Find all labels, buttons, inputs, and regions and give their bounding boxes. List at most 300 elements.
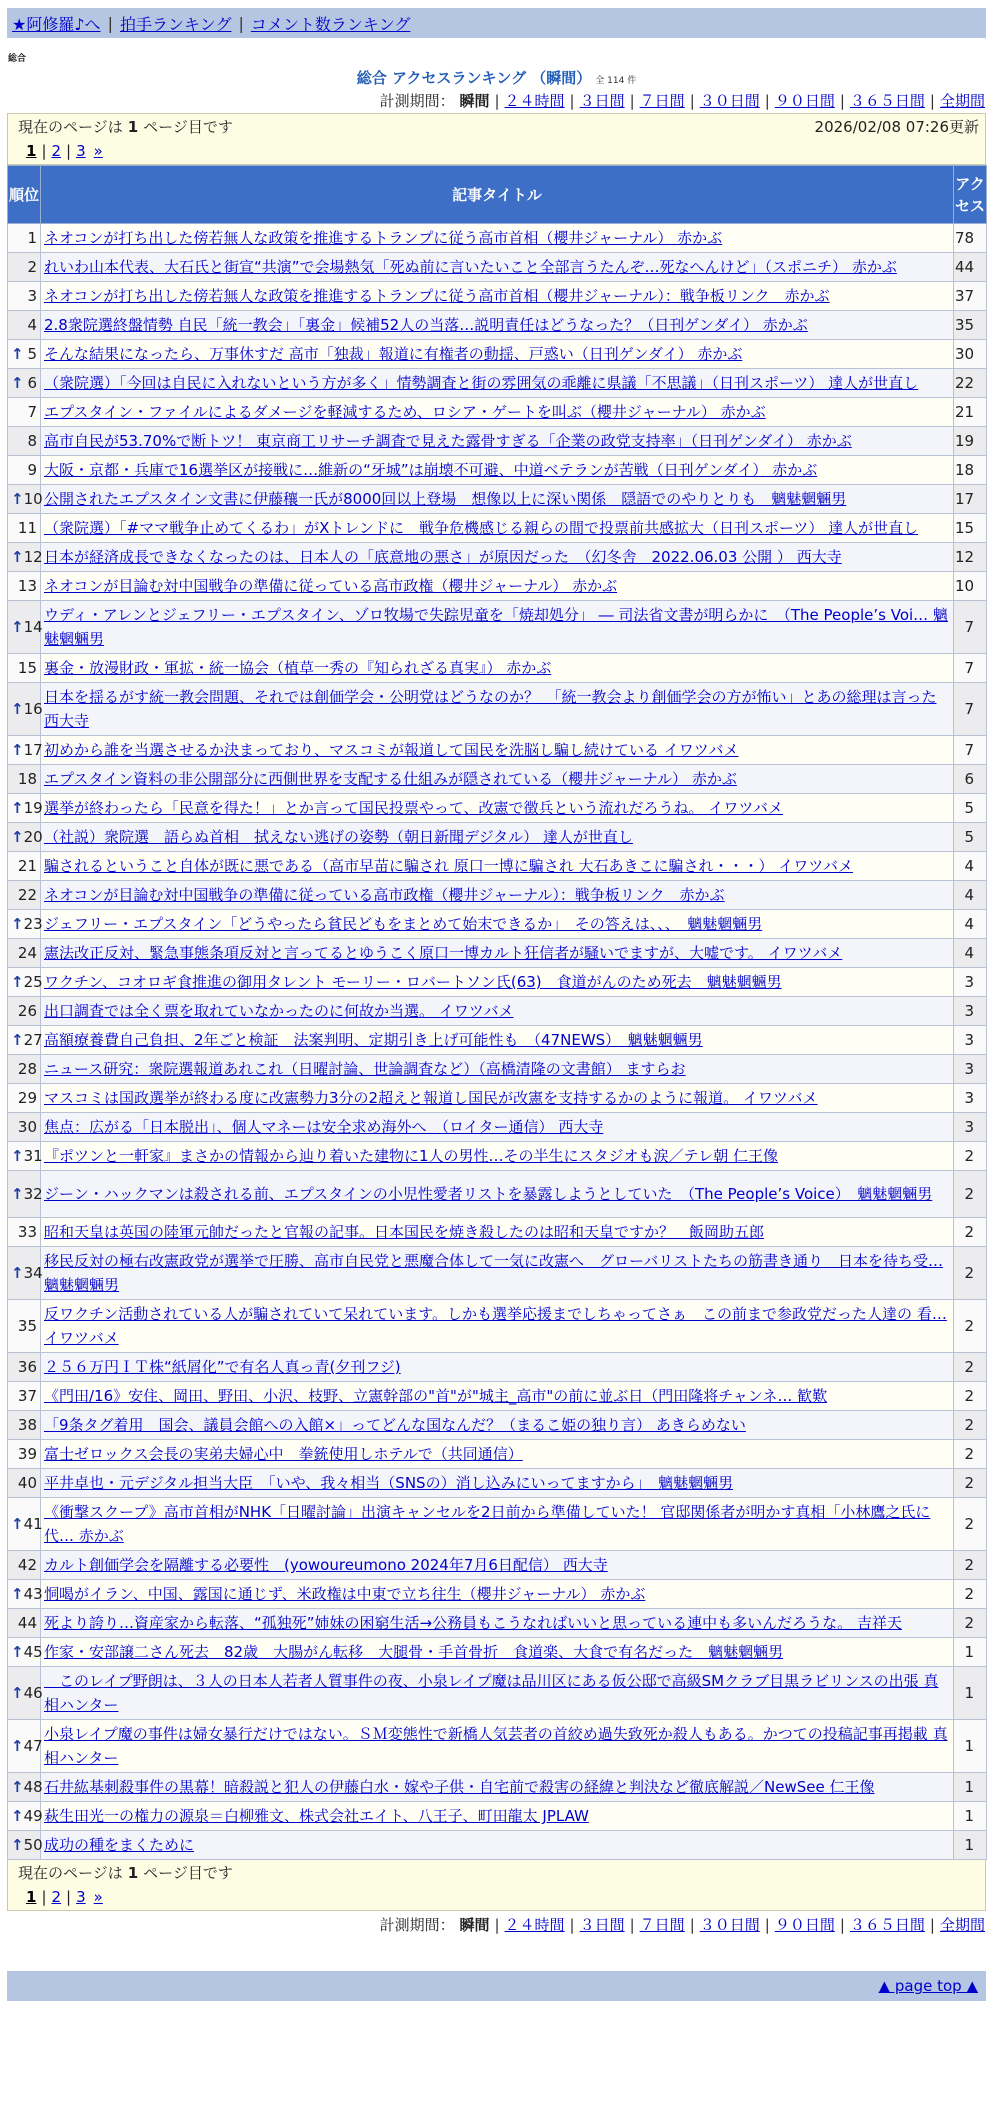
title-cell	[41, 1551, 954, 1580]
title-cell	[41, 253, 954, 282]
rank-cell	[8, 427, 41, 456]
up-arrow-icon: ↑	[11, 1147, 24, 1165]
article-link[interactable]: ネオコンが打ち出した傍若無人な政策を推進するトランプに従う高市首相（櫻井ジャーナル）：戦争板リンク 赤かぶ	[44, 287, 830, 305]
rank-number: 18	[17, 770, 37, 788]
rank-number: 14	[23, 618, 43, 636]
access-count: 19	[954, 427, 987, 456]
rank-number: 39	[17, 1445, 37, 1463]
title-cell	[41, 881, 954, 910]
access-count: 3	[954, 1026, 987, 1055]
access-count: 4	[954, 910, 987, 939]
rank-cell	[8, 939, 41, 968]
title-cell	[41, 1411, 954, 1440]
access-count: 2	[954, 1609, 987, 1638]
table-row	[8, 514, 987, 543]
article-link[interactable]: れいわ山本代表、大石氏と街宣“共演”で会場熱気「死ぬ前に言いたいこと全部言うたんぞ…死なへんけど」（スポニチ） 赤かぶ	[44, 258, 897, 276]
period-option[interactable]: ２４時間	[504, 92, 565, 110]
rank-cell	[8, 1218, 41, 1247]
article-link[interactable]: （社説）衆院選 語らぬ首相 拭えない逃げの姿勢（朝日新聞デジタル） 達人が世直し	[44, 828, 633, 846]
rank-number: 30	[17, 1118, 37, 1136]
separator: |	[107, 13, 113, 33]
rank-number: 41	[23, 1515, 43, 1533]
rank-number: 5	[27, 345, 37, 363]
article-link[interactable]: 《衝撃スクープ》高市首相がNHK「日曜討論」出演キャンセルを2日前から準備していた！ 官邸関係者が明かす真相「小林鷹之氏に代… 赤かぶ	[44, 1503, 931, 1545]
rank-number: 28	[17, 1060, 37, 1078]
table-row	[8, 997, 987, 1026]
article-link[interactable]: 小泉レイプ魔の事件は婦女暴行だけではない。ＳＭ変態性で新橋人気芸者の首絞め過失致死か殺人もある。かつての投稿記事再掲載 真相ハンター	[44, 1725, 948, 1767]
article-link[interactable]: 高市自民が53.70%で断トツ！ 東京商工リサーチ調査で見えた露骨すぎる「企業の政党支持率」（日刊ゲンダイ） 赤かぶ	[44, 432, 852, 450]
table-row	[8, 1498, 987, 1551]
article-link[interactable]: 高額療養費自己負担、2年ごと検証 法案判明、定期引き上げ可能性も （47NEWS） 魑魅魍魎男	[44, 1031, 703, 1049]
title-cell	[41, 514, 954, 543]
rank-number: 34	[23, 1264, 43, 1282]
rank-number: 36	[17, 1358, 37, 1376]
clap-ranking-link[interactable]: 拍手ランキング	[119, 14, 232, 34]
separator: |	[494, 92, 500, 110]
rank-number: 48	[23, 1778, 43, 1796]
period-label: 計測期間：	[379, 1916, 455, 1934]
title-cell	[41, 485, 954, 514]
table-row	[8, 340, 987, 369]
article-link[interactable]: ネオコンが目論む対中国戦争の準備に従っている高市政権（櫻井ジャーナル）：戦争板リンク 赤かぶ	[44, 886, 725, 904]
next-page-link[interactable]: »	[93, 1888, 103, 1906]
title-cell	[41, 1469, 954, 1498]
table-row	[8, 654, 987, 683]
access-count: 1	[954, 1720, 987, 1773]
access-count: 2	[954, 1142, 987, 1171]
up-arrow-icon: ↑	[11, 1515, 24, 1533]
table-row	[8, 224, 987, 253]
period-option[interactable]: ３６５日間	[849, 1916, 925, 1934]
title-cell	[41, 1802, 954, 1831]
article-link[interactable]: （衆院選）「今回は自民に入れないという方が多く」情勢調査と街の雰囲気の乖離に県議「不思議」（日刊スポーツ） 達人が世直し	[44, 374, 919, 392]
rank-number: 50	[23, 1836, 43, 1854]
access-count: 2	[954, 1171, 987, 1218]
rank-cell	[8, 1055, 41, 1084]
period-option[interactable]: ９０日間	[774, 1916, 835, 1934]
article-link[interactable]: 日本を揺るがす統一教会問題、それでは創価学会・公明党はどうなのか？ 「統一教会より創価学会の方が怖い」とあの総理は言った 西大寺	[44, 688, 937, 730]
up-arrow-icon: ↑	[11, 700, 24, 718]
access-count: 12	[954, 543, 987, 572]
rank-cell	[8, 253, 41, 282]
rank-number: 21	[17, 857, 37, 875]
table-row	[8, 572, 987, 601]
up-arrow-icon: ↑	[11, 1185, 24, 1203]
table-row	[8, 1773, 987, 1802]
article-link[interactable]: 憲法改正反対、緊急事態条項反対と言ってるとゆうこく原口一博カルト狂信者が騒いでますが、大嘘です。 イワツバメ	[44, 944, 843, 962]
article-link[interactable]: ワクチン、コオロギ食推進の御用タレント モーリー・ロバートソン氏(63) 食道がんのため死去 魑魅魍魎男	[44, 973, 782, 991]
title-cell	[41, 369, 954, 398]
separator: |	[764, 92, 770, 110]
table-row	[8, 1084, 987, 1113]
total-count: 全 114 件	[595, 76, 637, 86]
article-link[interactable]: （衆院選）「#ママ戦争止めてくるわ」がXトレンドに 戦争危機感じる親らの間で投票前共感拡大（日刊スポーツ） 達人が世直し	[44, 519, 919, 537]
table-row	[8, 1551, 987, 1580]
title-cell	[41, 1638, 954, 1667]
access-count: 2	[954, 1247, 987, 1300]
rank-number: 3	[27, 287, 37, 305]
rank-cell	[8, 282, 41, 311]
period-option[interactable]: ７日間	[639, 1916, 685, 1934]
pager-bottom	[18, 1886, 979, 1908]
access-count: 7	[954, 654, 987, 683]
rank-cell	[8, 683, 41, 736]
access-count: 5	[954, 794, 987, 823]
page-link-3[interactable]: 3	[76, 142, 86, 160]
up-arrow-icon: ↑	[11, 915, 24, 933]
rank-cell	[8, 1171, 41, 1218]
rank-cell	[8, 601, 41, 654]
access-count: 3	[954, 1084, 987, 1113]
rank-cell	[8, 572, 41, 601]
table-row	[8, 543, 987, 572]
up-arrow-icon: ↑	[11, 1836, 24, 1854]
article-link[interactable]: 移民反対の極右改憲政党が選挙で圧勝、高市自民党と悪魔合体して一気に改憲へ グローバリストたちの筋書き通り 日本を待ち受… 魑魅魍魎男	[44, 1252, 943, 1294]
article-link[interactable]: カルト創価学会を隔離する必要性 (yowoureumono 2024年7月6日配信） 西大寺	[44, 1556, 608, 1574]
up-arrow-icon: ↑	[11, 1031, 24, 1049]
table-row	[8, 1026, 987, 1055]
title-cell	[41, 1498, 954, 1551]
next-page-link[interactable]: »	[93, 142, 103, 160]
rank-number: 17	[23, 741, 43, 759]
title-cell	[41, 1055, 954, 1084]
access-count: 2	[954, 1411, 987, 1440]
period-option[interactable]: ３日間	[579, 92, 625, 110]
table-row	[8, 765, 987, 794]
rank-cell	[8, 311, 41, 340]
page-link-2[interactable]: 2	[51, 1888, 62, 1906]
table-row	[8, 1609, 987, 1638]
title-cell	[41, 1773, 954, 1802]
article-link[interactable]: 富士ゼロックス会長の実弟夫婦心中 拳銃使用しホテルで（共同通信）	[44, 1445, 523, 1463]
rank-number: 12	[23, 548, 43, 566]
separator: |	[689, 92, 695, 110]
rank-cell	[8, 1580, 41, 1609]
separator: |	[839, 1916, 845, 1934]
article-link[interactable]: 平井卓也・元デジタル担当大臣 「いや、我々相当（SNSの）消し込みにいってますから」 魑魅魍魎男	[44, 1474, 734, 1492]
article-link[interactable]: ニュース研究：衆院選報道あれこれ（日曜討論、世論調査など）（高橋清隆の文書館） ますらお	[44, 1060, 686, 1078]
table-row	[8, 253, 987, 282]
article-link[interactable]: そんな結果になったら、万事休すだ 高市「独裁」報道に有権者の動揺、戸惑い（日刊ゲンダイ） 赤かぶ	[44, 345, 743, 363]
title-cell	[41, 1382, 954, 1411]
title-cell	[41, 683, 954, 736]
table-row	[8, 427, 987, 456]
table-row	[8, 1469, 987, 1498]
access-count: 78	[954, 224, 987, 253]
page-link-2[interactable]: 2	[51, 142, 62, 160]
period-option: 瞬間	[459, 92, 490, 110]
article-link[interactable]: 《門田/16》安住、岡田、野田、小沢、枝野、立憲幹部の"首"が"城主_高市"の前に並ぶ日（門田隆将チャンネ… 歓歎	[44, 1387, 828, 1405]
title-cell	[41, 1300, 954, 1353]
article-link[interactable]: 石井紘基刺殺事件の黒幕！暗殺説と犯人の伊藤白水・嫁や子供・自宅前で殺害の経緯と判決など徹底解説／NewSee 仁王像	[44, 1778, 875, 1796]
access-count: 37	[954, 282, 987, 311]
article-link[interactable]: ネオコンが打ち出した傍若無人な政策を推進するトランプに従う高市首相（櫻井ジャーナル） 赤かぶ	[44, 229, 723, 247]
rank-number: 43	[23, 1585, 43, 1603]
article-link[interactable]: 『ポツンと一軒家』まさかの情報から辿り着いた建物に1人の男性…その半生にスタジオも涙／テレ朝 仁王像	[44, 1147, 779, 1165]
access-header: アクセス	[954, 166, 987, 224]
page-link-1: 1	[26, 1888, 37, 1906]
article-link[interactable]: 選挙が終わったら「民意を得た！」とか言って国民投票やって、改憲で徴兵という流れだろうね。 イワツバメ	[44, 799, 784, 817]
rank-cell	[8, 1411, 41, 1440]
article-link[interactable]: 萩生田光一の権力の源泉＝白柳雅文、株式会社エイト、八王子、町田龍太 JPLAW	[44, 1807, 589, 1825]
access-count: 7	[954, 601, 987, 654]
article-link[interactable]: 「9条タグ着用 国会、議員会館への入館×」ってどんな国なんだ？（まるこ姫の独り言） あきらめない	[44, 1416, 746, 1434]
rank-number: 1	[27, 229, 37, 247]
rank-number: 27	[23, 1031, 43, 1049]
rank-number: 8	[27, 432, 37, 450]
rank-number: 22	[17, 886, 37, 904]
period-option[interactable]: ７日間	[639, 92, 685, 110]
up-arrow-icon: ↑	[11, 1643, 24, 1661]
rank-cell	[8, 1353, 41, 1382]
table-row	[8, 736, 987, 765]
article-link[interactable]: 初めから誰を当選させるか決まっており、マスコミが報道して国民を洗脳し騙し続けている イワツバメ	[44, 741, 739, 759]
title-cell	[41, 794, 954, 823]
rank-number: 47	[23, 1737, 43, 1755]
title-cell	[41, 654, 954, 683]
current-page-pre: 現在のページは	[18, 118, 123, 136]
title-cell	[41, 852, 954, 881]
up-arrow-icon: ↑	[11, 1585, 24, 1603]
article-link[interactable]: ウディ・アレンとジェフリー・エプスタイン、ゾロ牧場で失踪児童を「焼却処分」 ― 司法省文書が明らかに （The People’s Voi… 魑魅魍魎男	[44, 606, 948, 648]
article-link[interactable]: ジーン・ハックマンは殺される前、エプスタインの小児性愛者リストを暴露しようとしていた （The People’s Voice） 魑魅魍魎男	[44, 1185, 933, 1203]
access-count: 5	[954, 823, 987, 852]
title-cell	[41, 1831, 954, 1860]
title-cell	[41, 1084, 954, 1113]
article-link[interactable]: ジェフリー・エプスタイン「どうやったら貧民どもをまとめて始末できるか」 その答えは、、、 魑魅魍魎男	[44, 915, 763, 933]
article-link[interactable]: 出口調査では全く票を取れていなかったのに何故か当選。 イワツバメ	[44, 1002, 514, 1020]
rank-number: 29	[17, 1089, 37, 1107]
access-count: 7	[954, 683, 987, 736]
access-count: 1	[954, 1773, 987, 1802]
up-arrow-icon: ↑	[11, 828, 24, 846]
title-cell	[41, 398, 954, 427]
table-row	[8, 1638, 987, 1667]
title-cell	[41, 1580, 954, 1609]
separator: |	[569, 92, 575, 110]
article-link[interactable]: 作家・安部譲二さん死去 82歳 大腸がん転移 大腿骨・手首骨折 食道楽、大食で有名だった 魑魅魍魎男	[44, 1643, 784, 1661]
table-row	[8, 282, 987, 311]
access-count: 17	[954, 485, 987, 514]
table-row	[8, 823, 987, 852]
table-row	[8, 1667, 987, 1720]
period-option[interactable]: ３日間	[579, 1916, 625, 1934]
table-row	[8, 485, 987, 514]
current-page-number: 1	[127, 1864, 139, 1882]
access-count: 4	[954, 939, 987, 968]
period-option[interactable]: ９０日間	[774, 92, 835, 110]
access-count: 2	[954, 1218, 987, 1247]
top-nav	[7, 8, 986, 38]
separator: |	[66, 142, 72, 160]
rank-cell	[8, 794, 41, 823]
rank-cell	[8, 852, 41, 881]
separator: |	[494, 1916, 500, 1934]
article-link[interactable]: エプスタイン資料の非公開部分に西側世界を支配する仕組みが隠されている（櫻井ジャーナル） 赤かぶ	[44, 770, 737, 788]
table-row	[8, 311, 987, 340]
access-count: 1	[954, 1802, 987, 1831]
title-cell	[41, 765, 954, 794]
comment-ranking-link[interactable]: コメント数ランキング	[250, 14, 411, 34]
access-count: 3	[954, 968, 987, 997]
title-cell	[41, 968, 954, 997]
rank-number: 6	[27, 374, 37, 392]
up-arrow-icon: ↑	[11, 741, 24, 759]
bottom-bar	[7, 1971, 986, 2001]
table-row	[8, 910, 987, 939]
article-link[interactable]: ２５６万円ＩＴ株“紙屑化”で有名人真っ青(夕刊フジ)	[44, 1358, 401, 1376]
access-count: 18	[954, 456, 987, 485]
table-row	[8, 1440, 987, 1469]
rank-number: 2	[27, 258, 37, 276]
table-row	[8, 1831, 987, 1860]
up-arrow-icon: ↑	[11, 973, 24, 991]
period-option[interactable]: 全期間	[939, 1916, 985, 1934]
period-option[interactable]: ３６５日間	[849, 92, 925, 110]
rank-number: 42	[17, 1556, 37, 1574]
rank-number: 15	[17, 659, 37, 677]
rank-cell	[8, 1667, 41, 1720]
page-link-3[interactable]: 3	[76, 1888, 86, 1906]
separator: |	[569, 1916, 575, 1934]
table-row	[8, 1218, 987, 1247]
current-page-number: 1	[127, 118, 139, 136]
title-cell	[41, 910, 954, 939]
up-arrow-icon: ↑	[11, 1778, 24, 1796]
rank-cell	[8, 765, 41, 794]
rank-number: 26	[17, 1002, 37, 1020]
title-cell	[41, 1218, 954, 1247]
rank-cell	[8, 1720, 41, 1773]
access-count: 2	[954, 1498, 987, 1551]
article-link[interactable]: このレイプ野朗は、３人の日本人若者人質事件の夜、小泉レイプ魔は品川区にある仮公邸で高級SMクラブ目黒ラビリンスの出張 真相ハンター	[44, 1672, 939, 1714]
access-count: 1	[954, 1667, 987, 1720]
ranking-table	[7, 165, 987, 1860]
page-link-1: 1	[26, 142, 37, 160]
article-link[interactable]: 裏金・放漫財政・軍拡・統一協会（植草一秀の『知られざる真実』） 赤かぶ	[44, 659, 552, 677]
access-count: 3	[954, 1055, 987, 1084]
title-cell	[41, 1667, 954, 1720]
table-row	[8, 456, 987, 485]
article-link[interactable]: 死より誇り…資産家から転落、“孤独死”姉妹の困窮生活→公務員もこうなればいいと思っている連中も多いんだろうな。 吉祥天	[44, 1614, 902, 1632]
up-arrow-icon: ↑	[11, 1264, 24, 1282]
title-cell	[41, 572, 954, 601]
access-count: 4	[954, 852, 987, 881]
rank-number: 25	[23, 973, 43, 991]
up-arrow-icon: ↑	[11, 799, 24, 817]
title-cell	[41, 736, 954, 765]
article-link[interactable]: 焦点：広がる「日本脱出」、個人マネーは安全求め海外へ （ロイター通信） 西大寺	[44, 1118, 604, 1136]
table-row	[8, 968, 987, 997]
article-link[interactable]: 2.8衆院選終盤情勢 自民「統一教会」「裏金」候補52人の当落…説明責任はどうなった？（日刊ゲンダイ） 赤かぶ	[44, 316, 808, 334]
table-row	[8, 1353, 987, 1382]
article-link[interactable]: 昭和天皇は英国の陸軍元帥だったと官報の記事。日本国民を焼き殺したのは昭和天皇ですか？ 飯岡助五郎	[44, 1223, 765, 1241]
separator: |	[689, 1916, 695, 1934]
table-row	[8, 1171, 987, 1218]
title-cell	[41, 601, 954, 654]
rank-number: 19	[23, 799, 43, 817]
home-link[interactable]: ★阿修羅♪へ	[12, 14, 101, 34]
title-cell	[41, 1142, 954, 1171]
separator: |	[764, 1916, 770, 1934]
rank-number: 40	[17, 1474, 37, 1492]
up-arrow-icon: ↑	[11, 1737, 24, 1755]
updated-time: 2026/02/08 07:26更新	[814, 118, 979, 136]
access-count: 2	[954, 1580, 987, 1609]
rank-cell	[8, 1498, 41, 1551]
rank-cell	[8, 340, 41, 369]
access-count: 22	[954, 369, 987, 398]
article-link[interactable]: 日本が経済成長できなくなったのは、日本人の「底意地の悪さ」が原因だった （幻冬舎 2022.06.03 公開 ） 西大寺	[44, 548, 842, 566]
title-cell	[41, 1609, 954, 1638]
separator: |	[629, 92, 635, 110]
title-cell	[41, 1720, 954, 1773]
title-cell	[41, 823, 954, 852]
period-option[interactable]: ３０日間	[699, 92, 760, 110]
title-cell	[41, 1026, 954, 1055]
article-link[interactable]: 公開されたエプスタイン文書に伊藤穰一氏が8000回以上登場 想像以上に深い関係 隠語でのやりとりも 魑魅魍魎男	[44, 490, 847, 508]
rank-cell	[8, 881, 41, 910]
current-page-post: ページ目です	[143, 118, 233, 136]
rank-cell	[8, 1113, 41, 1142]
up-arrow-icon: ↑	[11, 548, 24, 566]
article-link[interactable]: エプスタイン・ファイルによるダメージを軽減するため、ロシア・ゲートを叫ぶ（櫻井ジャーナル） 赤かぶ	[44, 403, 766, 421]
article-link[interactable]: 騙されるということ自体が既に悪である（高市早苗に騙され 原口一博に騙され 大石あきこに騙され・・・） イワツバメ	[44, 857, 854, 875]
period-option[interactable]: ２４時間	[504, 1916, 565, 1934]
period-label: 計測期間：	[379, 92, 455, 110]
article-link[interactable]: 恫喝がイラン、中国、露国に通じず、米政権は中東で立ち往生（櫻井ジャーナル） 赤かぶ	[44, 1585, 646, 1603]
rank-cell	[8, 1802, 41, 1831]
current-page-text	[18, 114, 233, 140]
rank-cell	[8, 1551, 41, 1580]
rank-cell	[8, 224, 41, 253]
table-row	[8, 881, 987, 910]
access-count: 1	[954, 1831, 987, 1860]
article-link[interactable]: 反ワクチン活動されている人が騙されていて呆れています。しかも選挙応援までしちゃってさぁ この前まで参政党だった人達の 看… イワツバメ	[44, 1305, 947, 1347]
period-option[interactable]: ３０日間	[699, 1916, 760, 1934]
up-arrow-icon: ↑	[11, 618, 24, 636]
rank-header: 順位	[8, 166, 41, 224]
table-row	[8, 794, 987, 823]
title-cell	[41, 1171, 954, 1218]
rank-number: 49	[23, 1807, 43, 1825]
page-title	[0, 67, 993, 89]
table-row	[8, 1142, 987, 1171]
access-count: 2	[954, 1353, 987, 1382]
table-row	[8, 601, 987, 654]
up-arrow-icon: ↑	[11, 1807, 24, 1825]
access-count: 2	[954, 1382, 987, 1411]
table-row	[8, 398, 987, 427]
article-link[interactable]: 成功の種をまくために	[44, 1836, 195, 1854]
page-info-top	[7, 113, 986, 165]
page-top-link[interactable]: ▲ page top ▲	[878, 1977, 978, 1995]
article-link[interactable]: マスコミは国政選挙が終わる度に改憲勢力3分の2超えと報道し国民が改憲を支持するかのように報道。 イワツバメ	[44, 1089, 818, 1107]
article-link[interactable]: 大阪・京都・兵庫で16選挙区が接戦に…維新の“牙城”は崩壊不可避、中道ベテランが苦戦（日刊ゲンダイ） 赤かぶ	[44, 461, 818, 479]
rank-cell	[8, 543, 41, 572]
rank-cell	[8, 968, 41, 997]
period-option[interactable]: 全期間	[939, 92, 985, 110]
rank-number: 4	[27, 316, 37, 334]
article-link[interactable]: ネオコンが目論む対中国戦争の準備に従っている高市政権（櫻井ジャーナル） 赤かぶ	[44, 577, 618, 595]
separator: |	[629, 1916, 635, 1934]
title-cell	[41, 427, 954, 456]
period-option: 瞬間	[459, 1916, 490, 1934]
rank-cell	[8, 398, 41, 427]
rank-cell	[8, 1773, 41, 1802]
table-row	[8, 852, 987, 881]
rank-number: 45	[23, 1643, 43, 1661]
